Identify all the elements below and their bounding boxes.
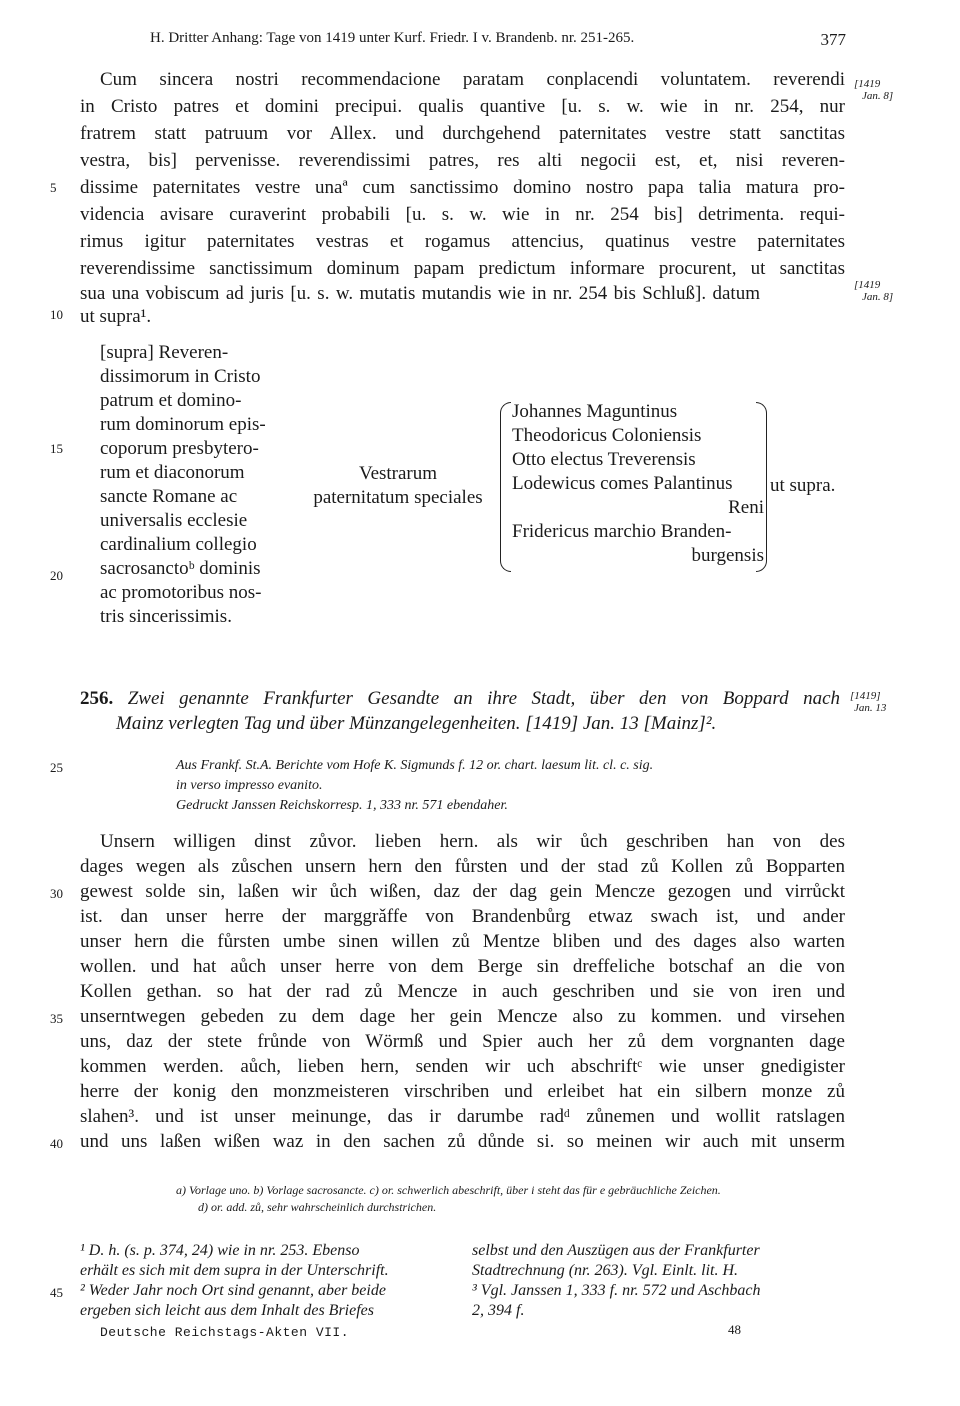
address-line: tris sincerissimis. bbox=[100, 606, 232, 627]
text-line: videncia avisare curaverint probabili [u. s. w. wie in nr. 254 bis] detrimenta. requi- bbox=[80, 204, 845, 225]
line-number: 30 bbox=[50, 886, 63, 901]
line-number: 5 bbox=[50, 180, 57, 195]
line-number: 15 bbox=[50, 441, 63, 456]
line-number: 35 bbox=[50, 1011, 63, 1026]
text-line: ist. dan unser herre der marggrǎffe von Brandenbůrg etwaz swach ist, und ander bbox=[80, 906, 845, 927]
address-line: dissimorum in Cristo bbox=[100, 366, 261, 387]
address-line: rum et diaconorum bbox=[100, 462, 245, 483]
address-line: rum dominorum epis- bbox=[100, 414, 266, 435]
address-line: ac promotoribus nos- bbox=[100, 582, 262, 603]
text-line: uns, daz der stete frůnde von Wörmß und Spier auch her zů dem vorgnanten dage bbox=[80, 1031, 845, 1052]
text-line: wollen. und hat aůch unser herre von dem Berge sin dreffeliche botschaf an die von bbox=[80, 956, 845, 977]
text-line: fratrem statt patruum vor Allex. und durchgehend paternitates vestre statt sanctitas bbox=[80, 123, 845, 144]
address-middle bbox=[298, 462, 498, 510]
address-line: universalis ecclesie bbox=[100, 510, 248, 531]
footnote-line: ¹ D. h. (s. p. 374, 24) wie in nr. 253. Ebenso bbox=[80, 1242, 360, 1259]
text-line: unserntwegen gebeden zu dem dage her gein Mencze also zu kommen. und virsehen bbox=[80, 1006, 845, 1027]
text-line: vestra, bis] pervenisse. reverendissimi patres, res alti negocii est, et, nisi reveren- bbox=[80, 150, 845, 171]
address-line: sacrosanctoᵇ dominis bbox=[100, 558, 261, 579]
document-title-line: Mainz verlegten Tag und über Münzangelegenheiten. [1419] Jan. 13 [Mainz]². bbox=[116, 713, 717, 734]
line-number: 45 bbox=[50, 1285, 63, 1300]
sender-name: burgensis bbox=[691, 545, 764, 566]
line-number: 40 bbox=[50, 1136, 63, 1151]
document-number: 256. bbox=[80, 688, 114, 709]
footnote-line: ² Weder Jahr noch Ort sind genannt, aber beide bbox=[80, 1282, 386, 1299]
text-line: kommen werden. aůch, lieben hern, senden wir uch abschriftᶜ wie unser gnedigister bbox=[80, 1056, 845, 1077]
text-line: unser hern die fůrsten umbe sinen willen zů Mentze bliben und des dages also warten bbox=[80, 931, 845, 952]
variant-note: a) Vorlage uno. b) Vorlage sacrosancte. c) or. schwerlich abeschrift, über i steht das für e gebräuchliche Zeichen. bbox=[176, 1183, 721, 1197]
imprint-footer: Deutsche Reichstags-Akten VII. bbox=[100, 1325, 350, 1340]
address-senders bbox=[512, 400, 764, 568]
running-head: H. Dritter Anhang: Tage von 1419 unter Kurf. Friedr. I v. Brandenb. nr. 251-265. bbox=[150, 30, 635, 46]
address-line: coporum presbytero- bbox=[100, 438, 259, 459]
sender-name: Otto electus Treverensis bbox=[512, 449, 696, 470]
source-line: Aus Frankf. St.A. Berichte vom Hofe K. Sigmunds f. 12 or. chart. laesum lit. cl. c. sig. bbox=[176, 758, 654, 773]
text-line: und uns laßen wißen waz in den sachen zů důnde si. so meinen wir auch mit unserm bbox=[80, 1131, 845, 1152]
text-line: Cum sincera nostri recommendacione paratam conplacendi voluntatem. reverendi bbox=[100, 69, 845, 90]
text-line: in Cristo patres et domini precipui. qualis quantive [u. s. w. wie in nr. 254, nur bbox=[80, 96, 845, 117]
address-closing: ut supra. bbox=[770, 475, 836, 496]
right-brace bbox=[756, 402, 767, 572]
address-line: [supra] Reveren- bbox=[100, 342, 229, 363]
text-line: slahen³. und ist unser meinunge, das ir darumbe radᵈ zůnemen und wollit ratslagen bbox=[80, 1106, 845, 1127]
footnote-line: ergeben sich leicht aus dem Inhalt des Briefes bbox=[80, 1302, 374, 1319]
text-line: dages wegen als zůschen unsern hern den fůrsten und der stad zů Kollen zů Bopparten bbox=[80, 856, 845, 877]
document-title-line: Zwei genannte Frankfurter Gesandte an ihre Stadt, über den von Boppard nach bbox=[127, 688, 841, 709]
address-line: paternitatum speciales bbox=[313, 487, 483, 508]
footnote-line: Stadtrechnung (nr. 263). Vgl. Einlt. lit. H. bbox=[472, 1262, 739, 1279]
text-line: Unsern willigen dinst zůvor. lieben hern. als wir ůch geschriben han von des bbox=[100, 831, 845, 852]
line-number: 20 bbox=[50, 568, 63, 583]
address-recipients bbox=[100, 341, 280, 629]
address-line: sancte Romane ac bbox=[100, 486, 238, 507]
text-line: gewest solde sin, laßen wir ůch wißen, daz der dag gein Mencze gezogen und virrůckt bbox=[80, 881, 845, 902]
text-line: sua una vobiscum ad juris [u. s. w. mutatis mutandis wie in nr. 254 bis Schluß]. datum bbox=[80, 283, 760, 304]
footnote-line: erhält es sich mit dem supra in der Unterschrift. bbox=[80, 1262, 389, 1279]
page-number: 377 bbox=[820, 30, 846, 49]
text-line: dissime paternitates vestre unaª cum sanctissimo domino nostro papa talia matura pro- bbox=[80, 177, 845, 198]
sender-name: Fridericus marchio Branden- bbox=[512, 521, 732, 542]
sender-name: Reni bbox=[728, 497, 764, 518]
sender-name: Johannes Maguntinus bbox=[512, 401, 678, 422]
footnotes-right bbox=[472, 1241, 852, 1321]
footnotes-left bbox=[80, 1241, 450, 1321]
footnote-line: selbst und den Auszügen aus der Frankfurter bbox=[472, 1242, 760, 1259]
margin-date-note: [1419 Jan. 8] bbox=[854, 78, 894, 102]
line-number: 25 bbox=[50, 760, 63, 775]
source-line: Gedruckt Janssen Reichskorresp. 1, 333 nr. 571 ebendaher. bbox=[176, 798, 508, 813]
document-heading bbox=[80, 686, 840, 736]
text-line: herre der konig den monzmeisteren virschriben und erleibet hat ein silbern monze zů bbox=[80, 1081, 845, 1102]
text-line: rimus igitur paternitates vestras et rogamus attencius, quatinus vestre paternitates bbox=[80, 231, 845, 252]
signature-mark: 48 bbox=[728, 1322, 741, 1337]
footnote-line: 2, 394 f. bbox=[472, 1302, 525, 1319]
text-line: Kollen gethan. so hat der rad zů Mencze in auch geschriben und sie von iren und bbox=[80, 981, 845, 1002]
sender-name: Lodewicus comes Palantinus bbox=[512, 473, 733, 494]
variant-note: d) or. add. zů, sehr wahrscheinlich durchstrichen. bbox=[198, 1200, 437, 1214]
address-line: Vestrarum bbox=[358, 463, 438, 484]
sender-name: Theodoricus Coloniensis bbox=[512, 425, 702, 446]
address-line: patrum et domino- bbox=[100, 390, 242, 411]
line-number: 10 bbox=[50, 307, 63, 322]
text-line: ut supra¹. bbox=[80, 306, 152, 327]
variant-notes bbox=[176, 1182, 721, 1216]
margin-date-note: [1419] Jan. 13 bbox=[850, 690, 887, 714]
footnote-line: ³ Vgl. Janssen 1, 333 f. nr. 572 und Aschbach bbox=[472, 1282, 761, 1299]
margin-date-note: [1419 Jan. 8] bbox=[854, 279, 894, 303]
text-line: reverendissime sanctissimum dominum papam predictum informare procurent, ut sanctitas bbox=[80, 258, 845, 279]
left-brace bbox=[500, 402, 511, 572]
address-line: cardinalium collegio bbox=[100, 534, 257, 555]
source-line: in verso impresso evanito. bbox=[176, 778, 323, 793]
